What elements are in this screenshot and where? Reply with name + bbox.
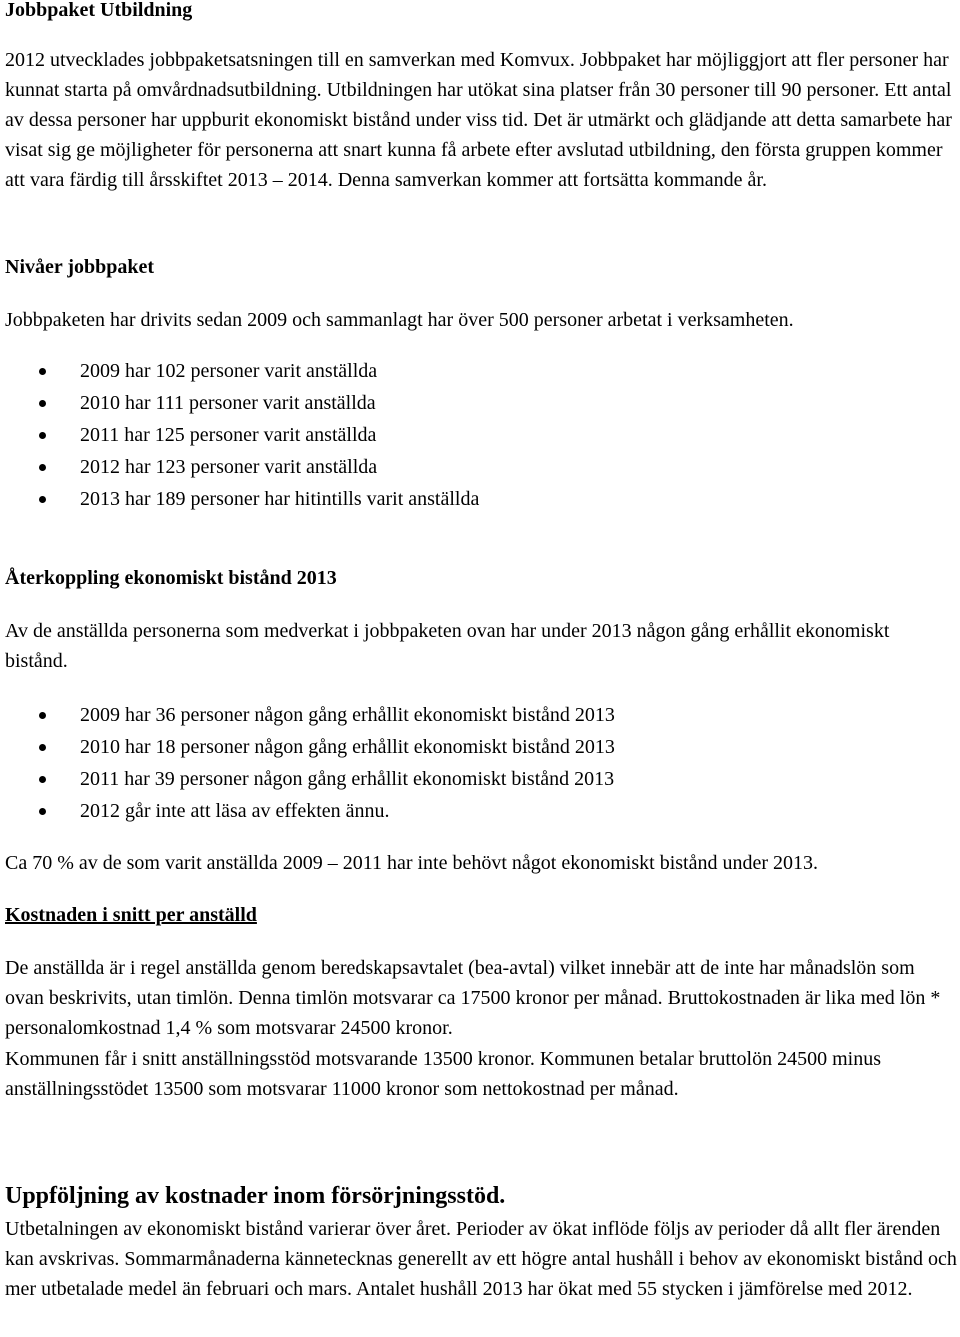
list-item-text: 2009 har 102 personer varit anställda xyxy=(80,360,378,382)
paragraph-uppfoljning: Utbetalningen av ekonomiskt bistånd varierar över året. Perioder av ökat inflöde följs av perioder då allt fler ärenden kan avskrivas. Sommarmånaderna kännetecknas generellt av ett högre antal hushåll i behov av ekonomiskt bistånd och mer utbetalade medel än februari och mars. Antalet hushåll 2013 har ökat med 55 stycken i jämförelse med 2012. xyxy=(5,1218,957,1300)
list-item-text: 2012 har 123 personer varit anställda xyxy=(80,456,378,478)
list-item-text: 2010 har 111 personer varit anställda xyxy=(80,392,376,414)
list-item-text: 2012 går inte att läsa av effekten ännu. xyxy=(80,800,390,822)
section-title-uppfoljning: Uppföljning av kostnader inom försörjningsstöd. xyxy=(5,1183,506,1209)
section-title-nivaer-jobbpaket: Nivåer jobbpaket xyxy=(5,256,155,278)
bullet-icon xyxy=(39,776,46,783)
summary-text: Ca 70 % av de som varit anställda 2009 – 2011 har inte behövt något ekonomiskt bistånd under 2013. xyxy=(5,852,818,874)
bullet-icon xyxy=(39,432,46,439)
list-item xyxy=(5,419,957,451)
list-item xyxy=(5,731,957,763)
bullet-icon xyxy=(39,464,46,471)
list-item-text: 2009 har 36 personer någon gång erhållit ekonomiskt bistånd 2013 xyxy=(80,704,615,726)
list-item xyxy=(5,451,957,483)
list-anstallda xyxy=(5,355,957,515)
list-item xyxy=(5,387,957,419)
list-item xyxy=(5,795,957,827)
bullet-icon xyxy=(39,496,46,503)
paragraph-kostnaden-1: De anställda är i regel anställda genom beredskapsavtalet (bea-avtal) vilket innebär att de inte har månadslön som ovan beskrivits, utan timlön. Denna timlön motsvarar ca 17500 kronor per månad. Bruttokostnaden är lika med lön * personalomkostnad 1,4 % som motsvarar 24500 kronor. xyxy=(5,957,941,1039)
section-title-jobbpaket-utbildning: Jobbpaket Utbildning xyxy=(5,0,193,21)
bullet-icon xyxy=(39,400,46,407)
bullet-icon xyxy=(39,368,46,375)
list-item xyxy=(5,355,957,387)
paragraph-kostnaden-2: Kommunen får i snitt anställningsstöd motsvarande 13500 kronor. Kommunen betalar bruttolön 24500 minus anställningsstödet 13500 som motsvarar 11000 kronor som nettokostnad per månad. xyxy=(5,1048,881,1100)
list-item xyxy=(5,483,957,515)
list-item-text: 2011 har 125 personer varit anställda xyxy=(80,424,377,446)
section-title-aterkoppling: Återkoppling ekonomiskt bistånd 2013 xyxy=(5,567,337,589)
bullet-icon xyxy=(39,744,46,751)
list-item-text: 2011 har 39 personer någon gång erhållit ekonomiskt bistånd 2013 xyxy=(80,768,615,790)
list-item-text: 2013 har 189 personer har hitintills varit anställda xyxy=(80,488,480,510)
list-item-text: 2010 har 18 personer någon gång erhållit ekonomiskt bistånd 2013 xyxy=(80,736,615,758)
list-bistand xyxy=(5,699,957,827)
paragraph-aterkoppling: Av de anställda personerna som medverkat i jobbpaketen ovan har under 2013 någon gång erhållit ekonomiskt bistånd. xyxy=(5,620,890,672)
paragraph-nivaer: Jobbpaketen har drivits sedan 2009 och sammanlagt har över 500 personer arbetat i verksamheten. xyxy=(5,309,794,331)
list-item xyxy=(5,699,957,731)
paragraph-jobbpaket-utbildning: 2012 utvecklades jobbpaketsatsningen till en samverkan med Komvux. Jobbpaket har möjliggjort att fler personer har kunnat starta på omvårdnadsutbildning. Utbildningen har utökat sina platser från 30 personer till 90 personer. Ett antal av dessa personer har uppburit ekonomiskt bistånd under viss tid. Det är utmärkt och glädjande att detta samarbete har visat sig ge möjligheter för personerna att snart kunna få arbete efter avslutad utbildning, den första gruppen kommer att vara färdig till årsskiftet 2013 – 2014. Denna samverkan kommer att fortsätta kommande år. xyxy=(5,49,952,191)
bullet-icon xyxy=(39,808,46,815)
section-title-kostnaden: Kostnaden i snitt per anställd xyxy=(5,904,257,926)
list-item xyxy=(5,763,957,795)
bullet-icon xyxy=(39,712,46,719)
